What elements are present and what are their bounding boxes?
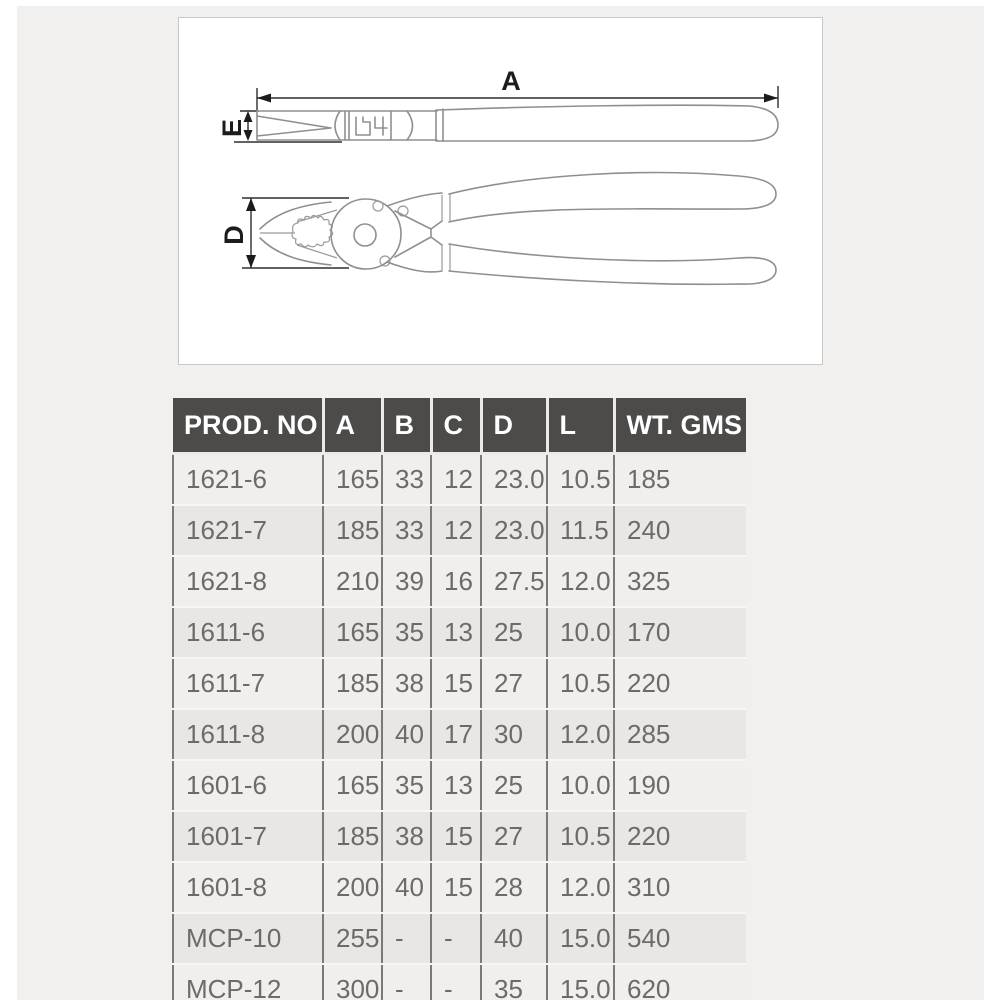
value-cell: 33 bbox=[382, 454, 431, 506]
product-number-cell: 1621-6 bbox=[173, 454, 323, 506]
value-cell: 285 bbox=[614, 709, 746, 760]
value-cell: 200 bbox=[323, 862, 382, 913]
value-cell: 13 bbox=[431, 607, 481, 658]
spec-table-header bbox=[173, 398, 746, 454]
column-header: B bbox=[382, 398, 431, 454]
value-cell: 12.0 bbox=[547, 556, 614, 607]
value-cell: 38 bbox=[382, 658, 431, 709]
value-cell: 12 bbox=[431, 454, 481, 506]
table-row bbox=[173, 913, 746, 964]
header-row bbox=[173, 398, 746, 454]
value-cell: 210 bbox=[323, 556, 382, 607]
table-row bbox=[173, 556, 746, 607]
table-row bbox=[173, 454, 746, 506]
value-cell: 190 bbox=[614, 760, 746, 811]
value-cell: 12.0 bbox=[547, 709, 614, 760]
value-cell: - bbox=[382, 913, 431, 964]
product-number-cell: 1601-6 bbox=[173, 760, 323, 811]
value-cell: 185 bbox=[323, 505, 382, 556]
label-E: E bbox=[217, 118, 247, 138]
value-cell: 12 bbox=[431, 505, 481, 556]
value-cell: 25 bbox=[481, 607, 547, 658]
column-header: C bbox=[431, 398, 481, 454]
value-cell: 16 bbox=[431, 556, 481, 607]
value-cell: 185 bbox=[614, 454, 746, 506]
value-cell: 15 bbox=[431, 658, 481, 709]
table-row bbox=[173, 760, 746, 811]
value-cell: 325 bbox=[614, 556, 746, 607]
value-cell: 39 bbox=[382, 556, 431, 607]
value-cell: 185 bbox=[323, 658, 382, 709]
product-number-cell: 1601-8 bbox=[173, 862, 323, 913]
value-cell: 27.5 bbox=[481, 556, 547, 607]
value-cell: 30 bbox=[481, 709, 547, 760]
value-cell: 10.0 bbox=[547, 607, 614, 658]
value-cell: - bbox=[431, 964, 481, 1000]
table-row bbox=[173, 811, 746, 862]
value-cell: 15 bbox=[431, 862, 481, 913]
value-cell: 38 bbox=[382, 811, 431, 862]
value-cell: 40 bbox=[481, 913, 547, 964]
value-cell: 300 bbox=[323, 964, 382, 1000]
value-cell: 165 bbox=[323, 454, 382, 506]
value-cell: 15.0 bbox=[547, 913, 614, 964]
column-header: WT. GMS bbox=[614, 398, 746, 454]
value-cell: 27 bbox=[481, 811, 547, 862]
table-row bbox=[173, 709, 746, 760]
value-cell: 10.5 bbox=[547, 454, 614, 506]
value-cell: 11.5 bbox=[547, 505, 614, 556]
value-cell: 185 bbox=[323, 811, 382, 862]
product-number-cell: 1621-7 bbox=[173, 505, 323, 556]
value-cell: 165 bbox=[323, 607, 382, 658]
product-number-cell: MCP-10 bbox=[173, 913, 323, 964]
spec-table-body bbox=[173, 454, 746, 1000]
spec-table bbox=[172, 398, 746, 1000]
value-cell: 15 bbox=[431, 811, 481, 862]
column-header: A bbox=[323, 398, 382, 454]
value-cell: 165 bbox=[323, 760, 382, 811]
table-row bbox=[173, 607, 746, 658]
value-cell: 23.0 bbox=[481, 505, 547, 556]
column-header: PROD. NO bbox=[173, 398, 323, 454]
value-cell: 540 bbox=[614, 913, 746, 964]
product-number-cell: MCP-12 bbox=[173, 964, 323, 1000]
value-cell: 13 bbox=[431, 760, 481, 811]
value-cell: 27 bbox=[481, 658, 547, 709]
value-cell: 28 bbox=[481, 862, 547, 913]
value-cell: 15.0 bbox=[547, 964, 614, 1000]
label-A: A bbox=[501, 66, 521, 96]
pliers-side-view bbox=[257, 105, 778, 141]
column-header: D bbox=[481, 398, 547, 454]
table-row bbox=[173, 505, 746, 556]
pliers-technical-drawing bbox=[179, 18, 822, 364]
value-cell: 10.5 bbox=[547, 658, 614, 709]
value-cell: 25 bbox=[481, 760, 547, 811]
value-cell: 255 bbox=[323, 913, 382, 964]
value-cell: 220 bbox=[614, 811, 746, 862]
product-number-cell: 1611-8 bbox=[173, 709, 323, 760]
product-number-cell: 1611-6 bbox=[173, 607, 323, 658]
value-cell: 35 bbox=[382, 607, 431, 658]
product-number-cell: 1601-7 bbox=[173, 811, 323, 862]
value-cell: 310 bbox=[614, 862, 746, 913]
value-cell: 17 bbox=[431, 709, 481, 760]
value-cell: 170 bbox=[614, 607, 746, 658]
value-cell: 23.0 bbox=[481, 454, 547, 506]
value-cell: 10.0 bbox=[547, 760, 614, 811]
value-cell: 620 bbox=[614, 964, 746, 1000]
value-cell: 10.5 bbox=[547, 811, 614, 862]
product-number-cell: 1611-7 bbox=[173, 658, 323, 709]
value-cell: 40 bbox=[382, 709, 431, 760]
product-number-cell: 1621-8 bbox=[173, 556, 323, 607]
value-cell: 200 bbox=[323, 709, 382, 760]
value-cell: - bbox=[382, 964, 431, 1000]
pliers-diagram-panel bbox=[178, 17, 823, 365]
value-cell: 240 bbox=[614, 505, 746, 556]
column-header: L bbox=[547, 398, 614, 454]
value-cell: 35 bbox=[481, 964, 547, 1000]
value-cell: 220 bbox=[614, 658, 746, 709]
table-row bbox=[173, 964, 746, 1000]
value-cell: 40 bbox=[382, 862, 431, 913]
value-cell: 33 bbox=[382, 505, 431, 556]
value-cell: 35 bbox=[382, 760, 431, 811]
table-row bbox=[173, 658, 746, 709]
label-D: D bbox=[219, 225, 249, 245]
value-cell: - bbox=[431, 913, 481, 964]
table-row bbox=[173, 862, 746, 913]
value-cell: 12.0 bbox=[547, 862, 614, 913]
dimension-A bbox=[257, 66, 778, 110]
